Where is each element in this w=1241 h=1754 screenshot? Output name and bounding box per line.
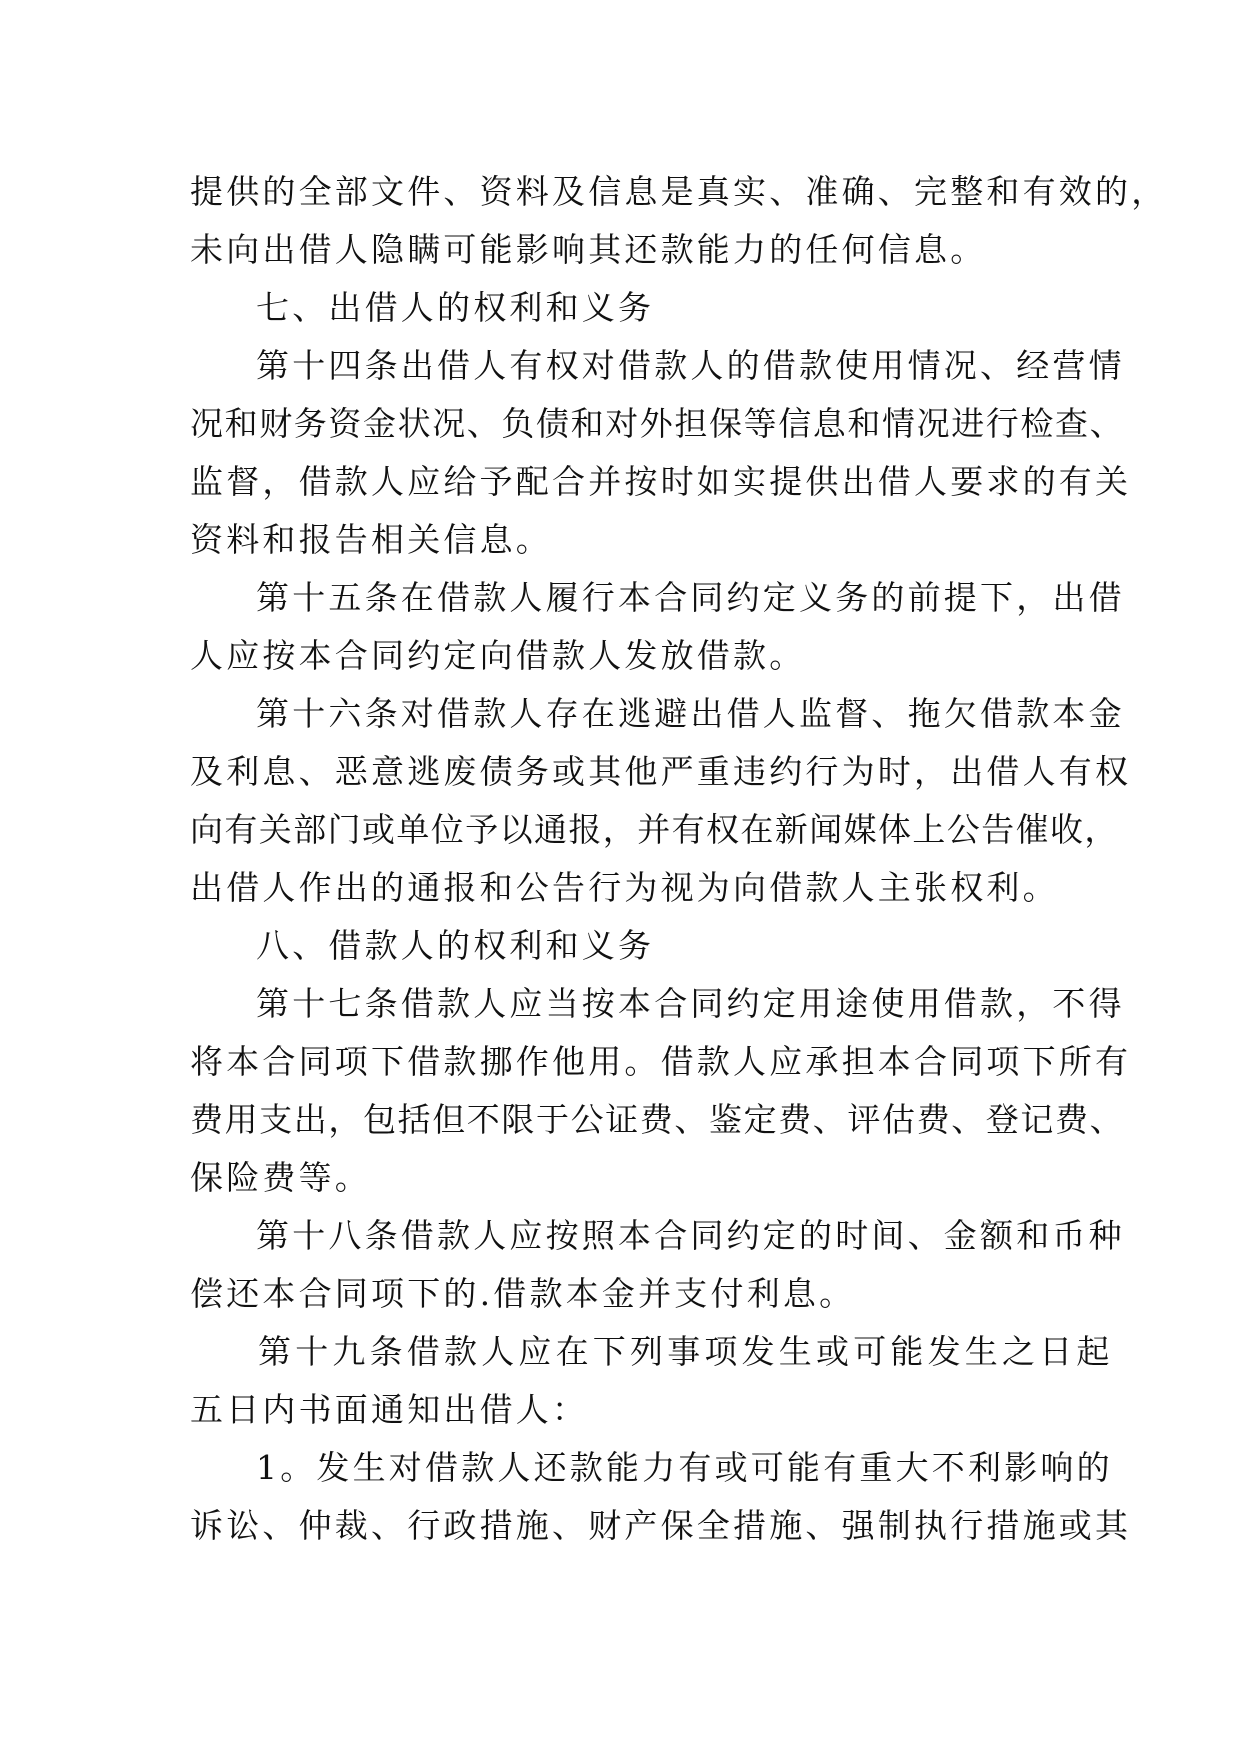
text-line: 第十九条借款人应在下列事项发生或可能发生之日起 xyxy=(258,1332,1114,1371)
text-line: 第十六条对借款人存在逃避出借人监督、拖欠借款本金 xyxy=(256,694,1125,733)
text-line: 出借人作出的通报和公告行为视为向借款人主张权利。 xyxy=(190,868,1059,907)
text-line: 费用支出，包括但不限于公证费、鉴定费、评估费、登记费、 xyxy=(190,1100,1125,1139)
section-heading: 七、出借人的权利和义务 xyxy=(256,288,655,327)
text-line: 第十七条借款人应当按本合同约定用途使用借款，不得 xyxy=(256,984,1125,1023)
text-line: 人应按本合同约定向借款人发放借款。 xyxy=(190,636,806,675)
text-line: 保险费等。 xyxy=(190,1158,371,1197)
text-line: 向有关部门或单位予以通报，并有权在新闻媒体上公告催收， xyxy=(190,810,1119,849)
section-heading: 八、借款人的权利和义务 xyxy=(256,926,655,965)
text-line: 第十五条在借款人履行本合同约定义务的前提下，出借 xyxy=(256,578,1125,617)
text-line: 监督，借款人应给予配合并按时如实提供出借人要求的有关 xyxy=(190,462,1132,501)
text-line: 及利息、恶意逃废债务或其他严重违约行为时，出借人有权 xyxy=(190,752,1132,791)
text-line: 五日内书面通知出借人： xyxy=(190,1390,589,1429)
text-line: 第十八条借款人应按照本合同约定的时间、金额和币种 xyxy=(256,1216,1125,1255)
text-line: 资料和报告相关信息。 xyxy=(190,520,552,559)
text-line: 第十四条出借人有权对借款人的借款使用情况、经营情 xyxy=(256,346,1125,385)
text-line: 未向出借人隐瞒可能影响其还款能力的任何信息。 xyxy=(190,230,987,269)
text-line: 诉讼、仲裁、行政措施、财产保全措施、强制执行措施或其 xyxy=(190,1506,1132,1545)
text-line: 偿还本合同项下的.借款本金并支付利息。 xyxy=(190,1274,856,1313)
list-item: 1。发生对借款人还款能力有或可能有重大不利影响的 xyxy=(256,1448,1113,1487)
text-line: 况和财务资金状况、负债和对外担保等信息和情况进行检查、 xyxy=(190,404,1125,443)
text-line: 将本合同项下借款挪作他用。借款人应承担本合同项下所有 xyxy=(190,1042,1132,1081)
text-line: 提供的全部文件、资料及信息是真实、准确、完整和有效的， xyxy=(190,172,1168,211)
